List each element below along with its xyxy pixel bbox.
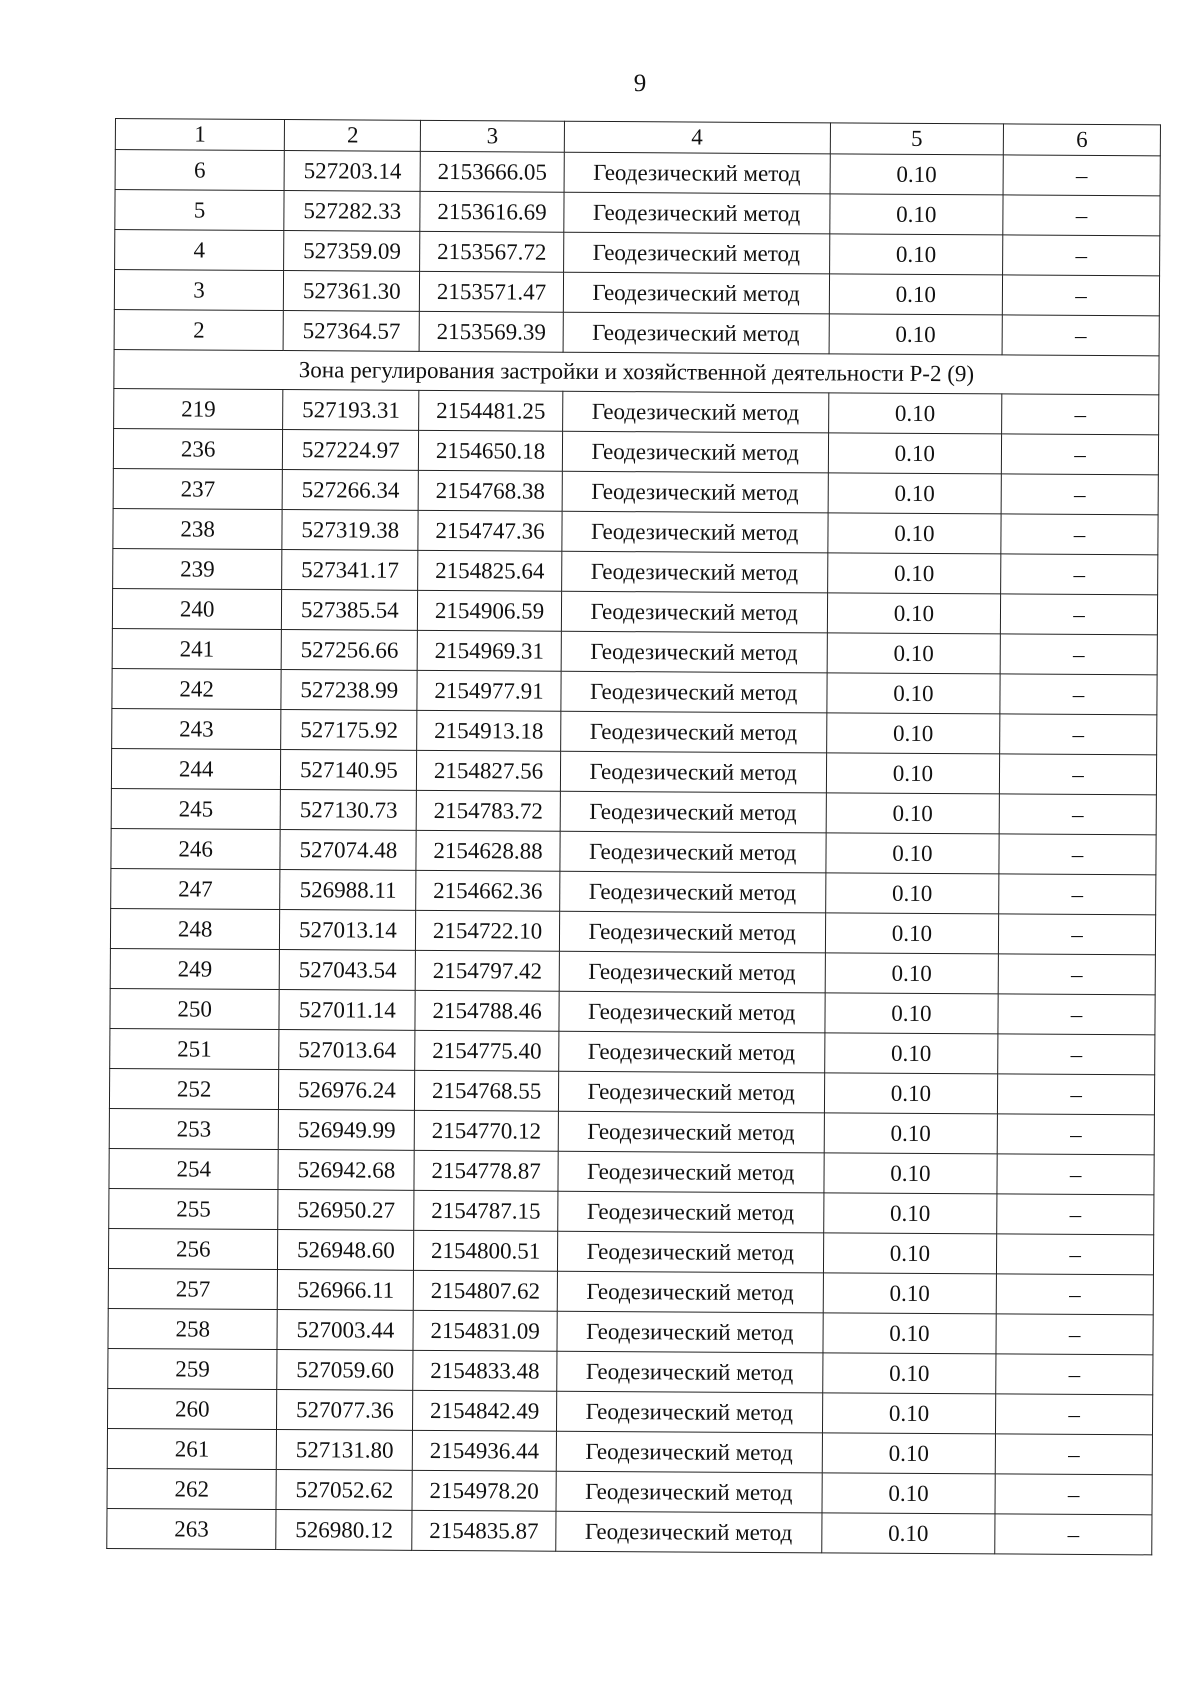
table-row <box>108 1228 1153 1274</box>
y-coordinate-cell: 2154768.55 <box>415 1070 559 1111</box>
table-row <box>114 388 1159 434</box>
y-coordinate-cell: 2154662.36 <box>416 870 560 911</box>
accuracy-cell: 0.10 <box>828 433 1002 474</box>
point-number-cell: 263 <box>107 1508 277 1549</box>
method-cell: Геодезический метод <box>558 1151 824 1193</box>
accuracy-cell: 0.10 <box>823 1273 997 1314</box>
table-row <box>108 1348 1153 1394</box>
table-row <box>112 588 1157 634</box>
point-number-cell: 258 <box>108 1308 278 1349</box>
point-number-cell: 219 <box>114 388 284 429</box>
method-cell: Геодезический метод <box>560 751 826 793</box>
x-coordinate-cell: 527059.60 <box>277 1350 413 1391</box>
x-coordinate-cell: 527224.97 <box>283 430 419 471</box>
method-cell: Геодезический метод <box>560 791 826 833</box>
method-cell: Геодезический метод <box>561 671 827 713</box>
point-number-cell: 3 <box>114 270 284 311</box>
note-cell: – <box>995 1434 1152 1475</box>
y-coordinate-cell: 2154722.10 <box>416 910 560 951</box>
note-cell: – <box>1002 394 1159 435</box>
y-coordinate-cell: 2154768.38 <box>418 470 562 511</box>
note-cell: – <box>1000 714 1157 755</box>
x-coordinate-cell: 527077.36 <box>277 1390 413 1431</box>
column-header: 3 <box>421 120 565 152</box>
point-number-cell: 256 <box>108 1228 278 1269</box>
x-coordinate-cell: 526942.68 <box>278 1150 414 1191</box>
method-cell: Геодезический метод <box>557 1231 823 1273</box>
x-coordinate-cell: 527011.14 <box>279 990 415 1031</box>
column-header: 2 <box>285 120 421 152</box>
table-row <box>114 270 1159 316</box>
coordinates-table <box>106 118 1161 1555</box>
accuracy-cell: 0.10 <box>823 1233 997 1274</box>
method-cell: Геодезический метод <box>555 1511 821 1553</box>
method-cell: Геодезический метод <box>557 1311 823 1353</box>
point-number-cell: 2 <box>114 309 284 350</box>
method-cell: Геодезический метод <box>557 1271 823 1313</box>
method-cell: Геодезический метод <box>556 1431 822 1473</box>
table-row <box>111 868 1156 914</box>
note-cell: – <box>997 1194 1154 1235</box>
method-cell: Геодезический метод <box>557 1191 823 1233</box>
note-cell: – <box>1003 235 1160 276</box>
accuracy-cell: 0.10 <box>829 274 1003 315</box>
table-row <box>109 1068 1154 1114</box>
note-cell: – <box>1000 594 1157 635</box>
table-row <box>115 150 1160 196</box>
x-coordinate-cell: 527319.38 <box>282 510 418 551</box>
table-row <box>111 828 1156 874</box>
accuracy-cell: 0.10 <box>824 1153 998 1194</box>
note-cell: – <box>1002 315 1159 356</box>
note-cell: – <box>997 1234 1154 1275</box>
method-cell: Геодезический метод <box>559 951 825 993</box>
point-number-cell: 260 <box>107 1388 277 1429</box>
accuracy-cell: 0.10 <box>827 673 1001 714</box>
table-row <box>107 1428 1152 1474</box>
page-number: 9 <box>633 70 647 97</box>
note-cell: – <box>1000 674 1157 715</box>
table-row <box>112 668 1157 714</box>
y-coordinate-cell: 2154977.91 <box>417 670 561 711</box>
x-coordinate-cell: 527052.62 <box>276 1470 412 1511</box>
note-cell: – <box>995 1514 1152 1555</box>
y-coordinate-cell: 2154978.20 <box>412 1470 556 1511</box>
point-number-cell: 259 <box>108 1348 278 1389</box>
y-coordinate-cell: 2154787.15 <box>414 1190 558 1231</box>
accuracy-cell: 0.10 <box>824 1113 998 1154</box>
accuracy-cell: 0.10 <box>828 513 1002 554</box>
point-number-cell: 248 <box>110 908 280 949</box>
point-number-cell: 242 <box>112 668 282 709</box>
table-row <box>109 1188 1154 1234</box>
point-number-cell: 261 <box>107 1428 277 1469</box>
method-cell: Геодезический метод <box>561 631 827 673</box>
column-header: 4 <box>564 121 830 154</box>
y-coordinate-cell: 2154481.25 <box>419 390 563 431</box>
x-coordinate-cell: 526976.24 <box>279 1070 415 1111</box>
y-coordinate-cell: 2154770.12 <box>415 1110 559 1151</box>
y-coordinate-cell: 2154775.40 <box>415 1030 559 1071</box>
method-cell: Геодезический метод <box>556 1351 822 1393</box>
accuracy-cell: 0.10 <box>824 1033 998 1074</box>
accuracy-cell: 0.10 <box>829 194 1003 235</box>
point-number-cell: 241 <box>112 628 282 669</box>
x-coordinate-cell: 527282.33 <box>284 191 420 232</box>
x-coordinate-cell: 527003.44 <box>277 1310 413 1351</box>
table-row <box>107 1468 1152 1514</box>
zone-title: Зона регулирования застройки и хозяйственной деятельности Р-2 (9) <box>114 349 1159 394</box>
note-cell: – <box>1003 155 1160 196</box>
y-coordinate-cell: 2154913.18 <box>417 710 561 751</box>
x-coordinate-cell: 526980.12 <box>276 1510 412 1551</box>
accuracy-cell: 0.10 <box>825 993 999 1034</box>
x-coordinate-cell: 527203.14 <box>284 151 420 192</box>
y-coordinate-cell: 2154778.87 <box>414 1150 558 1191</box>
accuracy-cell: 0.10 <box>823 1313 997 1354</box>
table-row <box>113 428 1158 474</box>
method-cell: Геодезический метод <box>560 711 826 753</box>
y-coordinate-cell: 2153666.05 <box>420 151 564 192</box>
point-number-cell: 255 <box>109 1188 279 1229</box>
y-coordinate-cell: 2153616.69 <box>420 191 564 232</box>
x-coordinate-cell: 527013.14 <box>280 910 416 951</box>
point-number-cell: 5 <box>115 190 285 231</box>
table-row <box>109 1148 1154 1194</box>
note-cell: – <box>1001 434 1158 475</box>
table-row <box>113 468 1158 514</box>
table-row <box>112 628 1157 674</box>
method-cell: Геодезический метод <box>562 471 828 513</box>
coordinates-table-body <box>107 119 1161 1555</box>
column-header: 1 <box>115 119 284 151</box>
x-coordinate-cell: 527359.09 <box>284 231 420 272</box>
accuracy-cell: 0.10 <box>821 1513 995 1554</box>
y-coordinate-cell: 2154936.44 <box>413 1430 557 1471</box>
y-coordinate-cell: 2154807.62 <box>414 1270 558 1311</box>
zone-title-row <box>114 349 1159 394</box>
point-number-cell: 245 <box>111 788 281 829</box>
table-row <box>108 1268 1153 1314</box>
y-coordinate-cell: 2154650.18 <box>419 430 563 471</box>
x-coordinate-cell: 527266.34 <box>282 470 418 511</box>
table-row <box>110 908 1155 954</box>
accuracy-cell: 0.10 <box>822 1353 996 1394</box>
method-cell: Геодезический метод <box>556 1391 822 1433</box>
note-cell: – <box>995 1474 1152 1515</box>
y-coordinate-cell: 2154969.31 <box>418 630 562 671</box>
point-number-cell: 253 <box>109 1108 279 1149</box>
x-coordinate-cell: 527364.57 <box>283 311 419 352</box>
x-coordinate-cell: 527256.66 <box>281 630 417 671</box>
accuracy-cell: 0.10 <box>827 553 1001 594</box>
method-cell: Геодезический метод <box>559 991 825 1033</box>
table-row <box>113 548 1158 594</box>
accuracy-cell: 0.10 <box>827 633 1001 674</box>
x-coordinate-cell: 527131.80 <box>277 1430 413 1471</box>
y-coordinate-cell: 2154842.49 <box>413 1390 557 1431</box>
table-row <box>114 309 1159 355</box>
note-cell: – <box>998 1074 1155 1115</box>
accuracy-cell: 0.10 <box>829 234 1003 275</box>
table-row <box>112 708 1157 754</box>
x-coordinate-cell: 527361.30 <box>284 271 420 312</box>
accuracy-cell: 0.10 <box>825 913 999 954</box>
point-number-cell: 236 <box>113 428 283 469</box>
note-cell: – <box>997 1114 1154 1155</box>
note-cell: – <box>999 874 1156 915</box>
point-number-cell: 237 <box>113 468 283 509</box>
accuracy-cell: 0.10 <box>830 154 1004 195</box>
x-coordinate-cell: 527043.54 <box>279 950 415 991</box>
y-coordinate-cell: 2154783.72 <box>417 790 561 831</box>
table-row <box>110 948 1155 994</box>
x-coordinate-cell: 527013.64 <box>279 1030 415 1071</box>
point-number-cell: 244 <box>111 748 281 789</box>
y-coordinate-cell: 2154906.59 <box>418 590 562 631</box>
accuracy-cell: 0.10 <box>829 314 1003 355</box>
y-coordinate-cell: 2153571.47 <box>420 271 564 312</box>
note-cell: – <box>997 1154 1154 1195</box>
accuracy-cell: 0.10 <box>828 473 1002 514</box>
y-coordinate-cell: 2154833.48 <box>413 1350 557 1391</box>
accuracy-cell: 0.10 <box>822 1473 996 1514</box>
accuracy-cell: 0.10 <box>827 593 1001 634</box>
x-coordinate-cell: 527193.31 <box>283 390 419 431</box>
column-header: 6 <box>1003 124 1160 156</box>
method-cell: Геодезический метод <box>564 192 830 234</box>
table-row <box>107 1388 1152 1434</box>
accuracy-cell: 0.10 <box>823 1193 997 1234</box>
x-coordinate-cell: 527074.48 <box>280 830 416 871</box>
note-cell: – <box>1001 554 1158 595</box>
x-coordinate-cell: 526988.11 <box>280 870 416 911</box>
y-coordinate-cell: 2153569.39 <box>419 311 563 352</box>
method-cell: Геодезический метод <box>562 391 828 433</box>
point-number-cell: 239 <box>113 548 283 589</box>
note-cell: – <box>996 1354 1153 1395</box>
accuracy-cell: 0.10 <box>822 1393 996 1434</box>
point-number-cell: 6 <box>115 150 285 191</box>
method-cell: Геодезический метод <box>562 431 828 473</box>
point-number-cell: 240 <box>112 588 282 629</box>
point-number-cell: 249 <box>110 948 280 989</box>
accuracy-cell: 0.10 <box>825 953 999 994</box>
y-coordinate-cell: 2154747.36 <box>418 510 562 551</box>
table-row <box>110 1028 1155 1074</box>
note-cell: – <box>998 994 1155 1035</box>
method-cell: Геодезический метод <box>561 551 827 593</box>
accuracy-cell: 0.10 <box>826 793 1000 834</box>
method-cell: Геодезический метод <box>563 312 829 354</box>
accuracy-cell: 0.10 <box>825 873 999 914</box>
point-number-cell: 238 <box>113 508 283 549</box>
accuracy-cell: 0.10 <box>828 393 1002 434</box>
note-cell: – <box>999 794 1156 835</box>
point-number-cell: 254 <box>109 1148 279 1189</box>
y-coordinate-cell: 2154827.56 <box>417 750 561 791</box>
point-number-cell: 252 <box>109 1068 279 1109</box>
note-cell: – <box>1001 514 1158 555</box>
note-cell: – <box>998 1034 1155 1075</box>
method-cell: Геодезический метод <box>559 871 825 913</box>
y-coordinate-cell: 2154788.46 <box>415 990 559 1031</box>
point-number-cell: 246 <box>111 828 281 869</box>
method-cell: Геодезический метод <box>558 1071 824 1113</box>
accuracy-cell: 0.10 <box>826 713 1000 754</box>
point-number-cell: 243 <box>112 708 282 749</box>
note-cell: – <box>1000 634 1157 675</box>
table-row <box>108 1308 1153 1354</box>
note-cell: – <box>996 1394 1153 1435</box>
y-coordinate-cell: 2154800.51 <box>414 1230 558 1271</box>
method-cell: Геодезический метод <box>562 511 828 553</box>
accuracy-cell: 0.10 <box>822 1433 996 1474</box>
table-row <box>115 230 1160 276</box>
note-cell: – <box>999 834 1156 875</box>
x-coordinate-cell: 526948.60 <box>278 1230 414 1271</box>
y-coordinate-cell: 2154835.87 <box>412 1510 556 1551</box>
method-cell: Геодезический метод <box>563 272 829 314</box>
point-number-cell: 4 <box>115 230 285 271</box>
x-coordinate-cell: 526950.27 <box>278 1190 414 1231</box>
table-row <box>115 190 1160 236</box>
table-row <box>113 508 1158 554</box>
method-cell: Геодезический метод <box>560 831 826 873</box>
note-cell: – <box>1003 195 1160 236</box>
note-cell: – <box>996 1314 1153 1355</box>
note-cell: – <box>1002 275 1159 316</box>
point-number-cell: 250 <box>110 988 280 1029</box>
point-number-cell: 257 <box>108 1268 278 1309</box>
method-cell: Геодезический метод <box>558 1031 824 1073</box>
y-coordinate-cell: 2154628.88 <box>416 830 560 871</box>
accuracy-cell: 0.10 <box>826 833 1000 874</box>
accuracy-cell: 0.10 <box>824 1073 998 1114</box>
point-number-cell: 262 <box>107 1468 277 1509</box>
x-coordinate-cell: 527238.99 <box>281 670 417 711</box>
x-coordinate-cell: 527130.73 <box>280 790 416 831</box>
point-number-cell: 251 <box>110 1028 280 1069</box>
table-row <box>111 788 1156 834</box>
table-row <box>109 1108 1154 1154</box>
point-number-cell: 247 <box>111 868 281 909</box>
method-cell: Геодезический метод <box>561 591 827 633</box>
table-row <box>111 748 1156 794</box>
note-cell: – <box>998 954 1155 995</box>
method-cell: Геодезический метод <box>563 232 829 274</box>
method-cell: Геодезический метод <box>558 1111 824 1153</box>
accuracy-cell: 0.10 <box>826 753 1000 794</box>
method-cell: Геодезический метод <box>556 1471 822 1513</box>
y-coordinate-cell: 2154797.42 <box>416 950 560 991</box>
table-row <box>107 1508 1152 1554</box>
method-cell: Геодезический метод <box>559 911 825 953</box>
x-coordinate-cell: 526966.11 <box>278 1270 414 1311</box>
note-cell: – <box>999 914 1156 955</box>
note-cell: – <box>1000 754 1157 795</box>
x-coordinate-cell: 527385.54 <box>282 590 418 631</box>
note-cell: – <box>996 1274 1153 1315</box>
method-cell: Геодезический метод <box>564 152 830 194</box>
note-cell: – <box>1001 474 1158 515</box>
x-coordinate-cell: 527140.95 <box>281 750 417 791</box>
x-coordinate-cell: 526949.99 <box>279 1110 415 1151</box>
y-coordinate-cell: 2154831.09 <box>413 1310 557 1351</box>
y-coordinate-cell: 2153567.72 <box>420 231 564 272</box>
column-header: 5 <box>830 123 1004 155</box>
table-row <box>110 988 1155 1034</box>
x-coordinate-cell: 527175.92 <box>281 710 417 751</box>
y-coordinate-cell: 2154825.64 <box>418 550 562 591</box>
x-coordinate-cell: 527341.17 <box>282 550 418 591</box>
